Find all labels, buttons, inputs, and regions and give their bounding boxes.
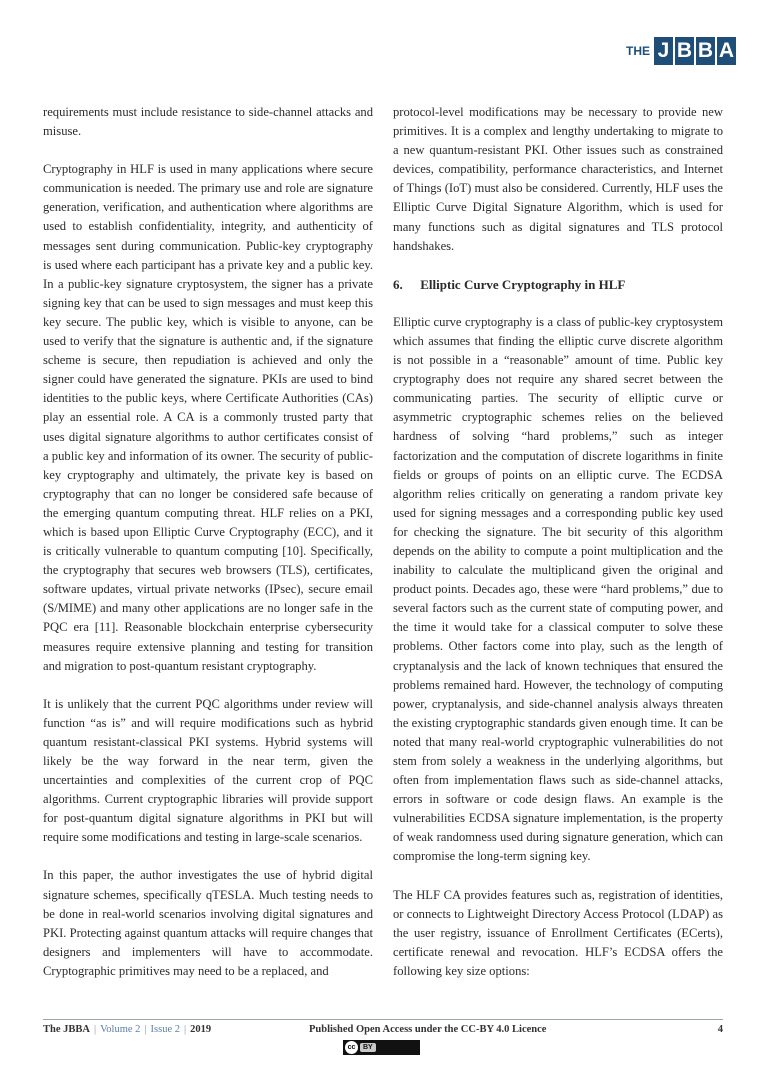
right-closing-paragraph: The HLF CA provides features such as, registration of identities, or connects to Lightweight Directory Access Protocol (LDAP) as the user registry, issuance of Enrollment Certificates (ECerts), certificate renewal and revocation. HLF’s ECDSA offers the following key size options: <box>393 887 723 978</box>
logo-letter-a: A <box>717 37 736 65</box>
left-paragraph-3: It is unlikely that the current PQC algorithms under review will function “as is” and will require modifications such as hybrid quantum resistant-classical PKI systems. Hybrid systems will likely be the way forward in the near term, given the uncertainties and complexities of the current crop of PQC algorithms. Current cryptographic libraries will provide support for post-quantum digital signature algorithms in PKI but will require some modifications and testing in large-scale scenarios. <box>43 696 373 845</box>
right-column <box>393 103 723 1000</box>
cc-icon: cc <box>345 1041 358 1054</box>
footer-volume: Volume 2 <box>100 1024 141 1035</box>
footer-journal-info: The JBBA | Volume 2 | Issue 2 | 2019 <box>43 1024 212 1035</box>
footer-issue: Issue 2 <box>150 1024 181 1035</box>
section-number: 6. <box>393 276 403 292</box>
logo-letter-j: J <box>654 37 673 65</box>
footer-journal-name: The JBBA <box>43 1024 90 1035</box>
by-icon: BY <box>360 1043 376 1052</box>
left-paragraph-4: In this paper, the author investigates the use of hybrid digital signature schemes, specifically qTESLA. Much testing needs to be done in real-world scenarios involving digital signatures and PKI. Protecting against quantum attacks will require changes that designers and implementers will have to accommodate. Cryptographic primitives may need to be a replaced, and <box>43 868 373 978</box>
right-intro-paragraph: protocol-level modifications may be necessary to provide new primitives. It is a complex and lengthy undertaking to migrate to a new quantum-resistant PKI. Other issues such as constrained devices, compatibility, performance characteristics, and Internet of Things (IoT) must also be considered. Currently, HLF uses the Elliptic Curve Digital Signature Algorithm, which is used for many functions such as digital signatures and TLS protocol handshakes. <box>393 105 723 253</box>
right-body-paragraph: Elliptic curve cryptography is a class of public-key cryptosystem which assumes that finding the elliptic curve discrete algorithm is not possible in a “reasonable” amount of time. Public key cryptography does not require any shared secret between the communicating parties. The security of elliptic curve or asymmetric cryptographic schemes relies on the believed hardness of solving “hard problems,” such as integer factorization and the computation of discrete logarithms in finite fields or groups of points on an elliptic curve. The ECDSA algorithm relies critically on generating a random private key used for signing messages and a corresponding public key used for checking the signature. The bit security of this algorithm depends on the ability to compute a point multiplication and the inability to calculate the multiplicand given the original and product points. Decades ago, these were “hard problems,” due to several factors such as the current state of computing power, and the time it would take for a classical computer to solve these problems. Other factors come into play, such as the length of cryptanalysis and the lack of known techniques that ensured the problems remained hard. However, the technology of computing power, cryptanalysis, and side-channel analysis always threaten the existing cryptographic standards given enough time. It can be noted that many real-world cryptographic vulnerabilities do not stem from solely a weakness in the underlying algorithms, but often from implementation flaws such as side-channel attacks, errors in software or code design flaws. An example is the vulnerabilities ECDSA signature implementation, is the property of weak randomness used during signature generation, which can compromise the long-term signing key. <box>393 314 723 864</box>
section-title: Elliptic Curve Cryptography in HLF <box>420 276 626 292</box>
left-column <box>43 103 373 1000</box>
footer-year: 2019 <box>190 1024 212 1035</box>
page-number: 4 <box>717 1024 723 1035</box>
footer-divider <box>43 1019 723 1020</box>
section-heading <box>393 275 723 294</box>
logo-the-text: THE <box>626 43 650 58</box>
cc-by-license-badge <box>343 1040 420 1055</box>
footer-license-text: Published Open Access under the CC-BY 4.0 Licence <box>309 1024 547 1035</box>
left-paragraph-2: Cryptography in HLF is used in many applications where secure communication is needed. The primary use and role are signature generation, verification, and authentication where algorithms are used to establish confidentiality, integrity, and authenticity of messages sent during communication. Public-key cryptography is used where each participant has a private key and a public key. In a public-key signature cryptosystem, the signer has a private signing key that can be used to sign messages and must keep this key secure. The public key, which is visible to anyone, can be used to verify that the signature is authentic and, if the signature scheme is secure, then repudiation is achieved and only the signer could have generated the signature. PKIs are used to bind identities to the public keys, where Certificate Authorities (CAs) play an essential role. A CA is a commonly trusted party that uses digital signature algorithms to author certificates consist of a public key and information of its owner. The security of public-key cryptography and ultimately, the private key is based on cryptography that can no longer be considered safe because of the emerging quantum computing threat. HLF relies on a PKI, which is based upon Elliptic Curve Cryptography (ECC), and it is critically vulnerable to quantum computing [10]. Specifically, the cryptography that secures web browsers (TLS), certificates, software updates, virtual private networks (IPsec), secure email (S/MIME) and many other applications are no longer safe in the PQC era [11]. Reasonable blockchain enterprise cybersecurity measures require extensive planning and testing for transition and migration to post-quantum resistant cryptography. <box>43 162 373 673</box>
logo-letter-b1: B <box>675 37 694 65</box>
logo-letter-b2: B <box>696 37 715 65</box>
left-paragraph-1: requirements must include resistance to side-channel attacks and misuse. <box>43 105 373 139</box>
page-footer <box>43 1024 723 1040</box>
journal-logo <box>626 37 736 65</box>
